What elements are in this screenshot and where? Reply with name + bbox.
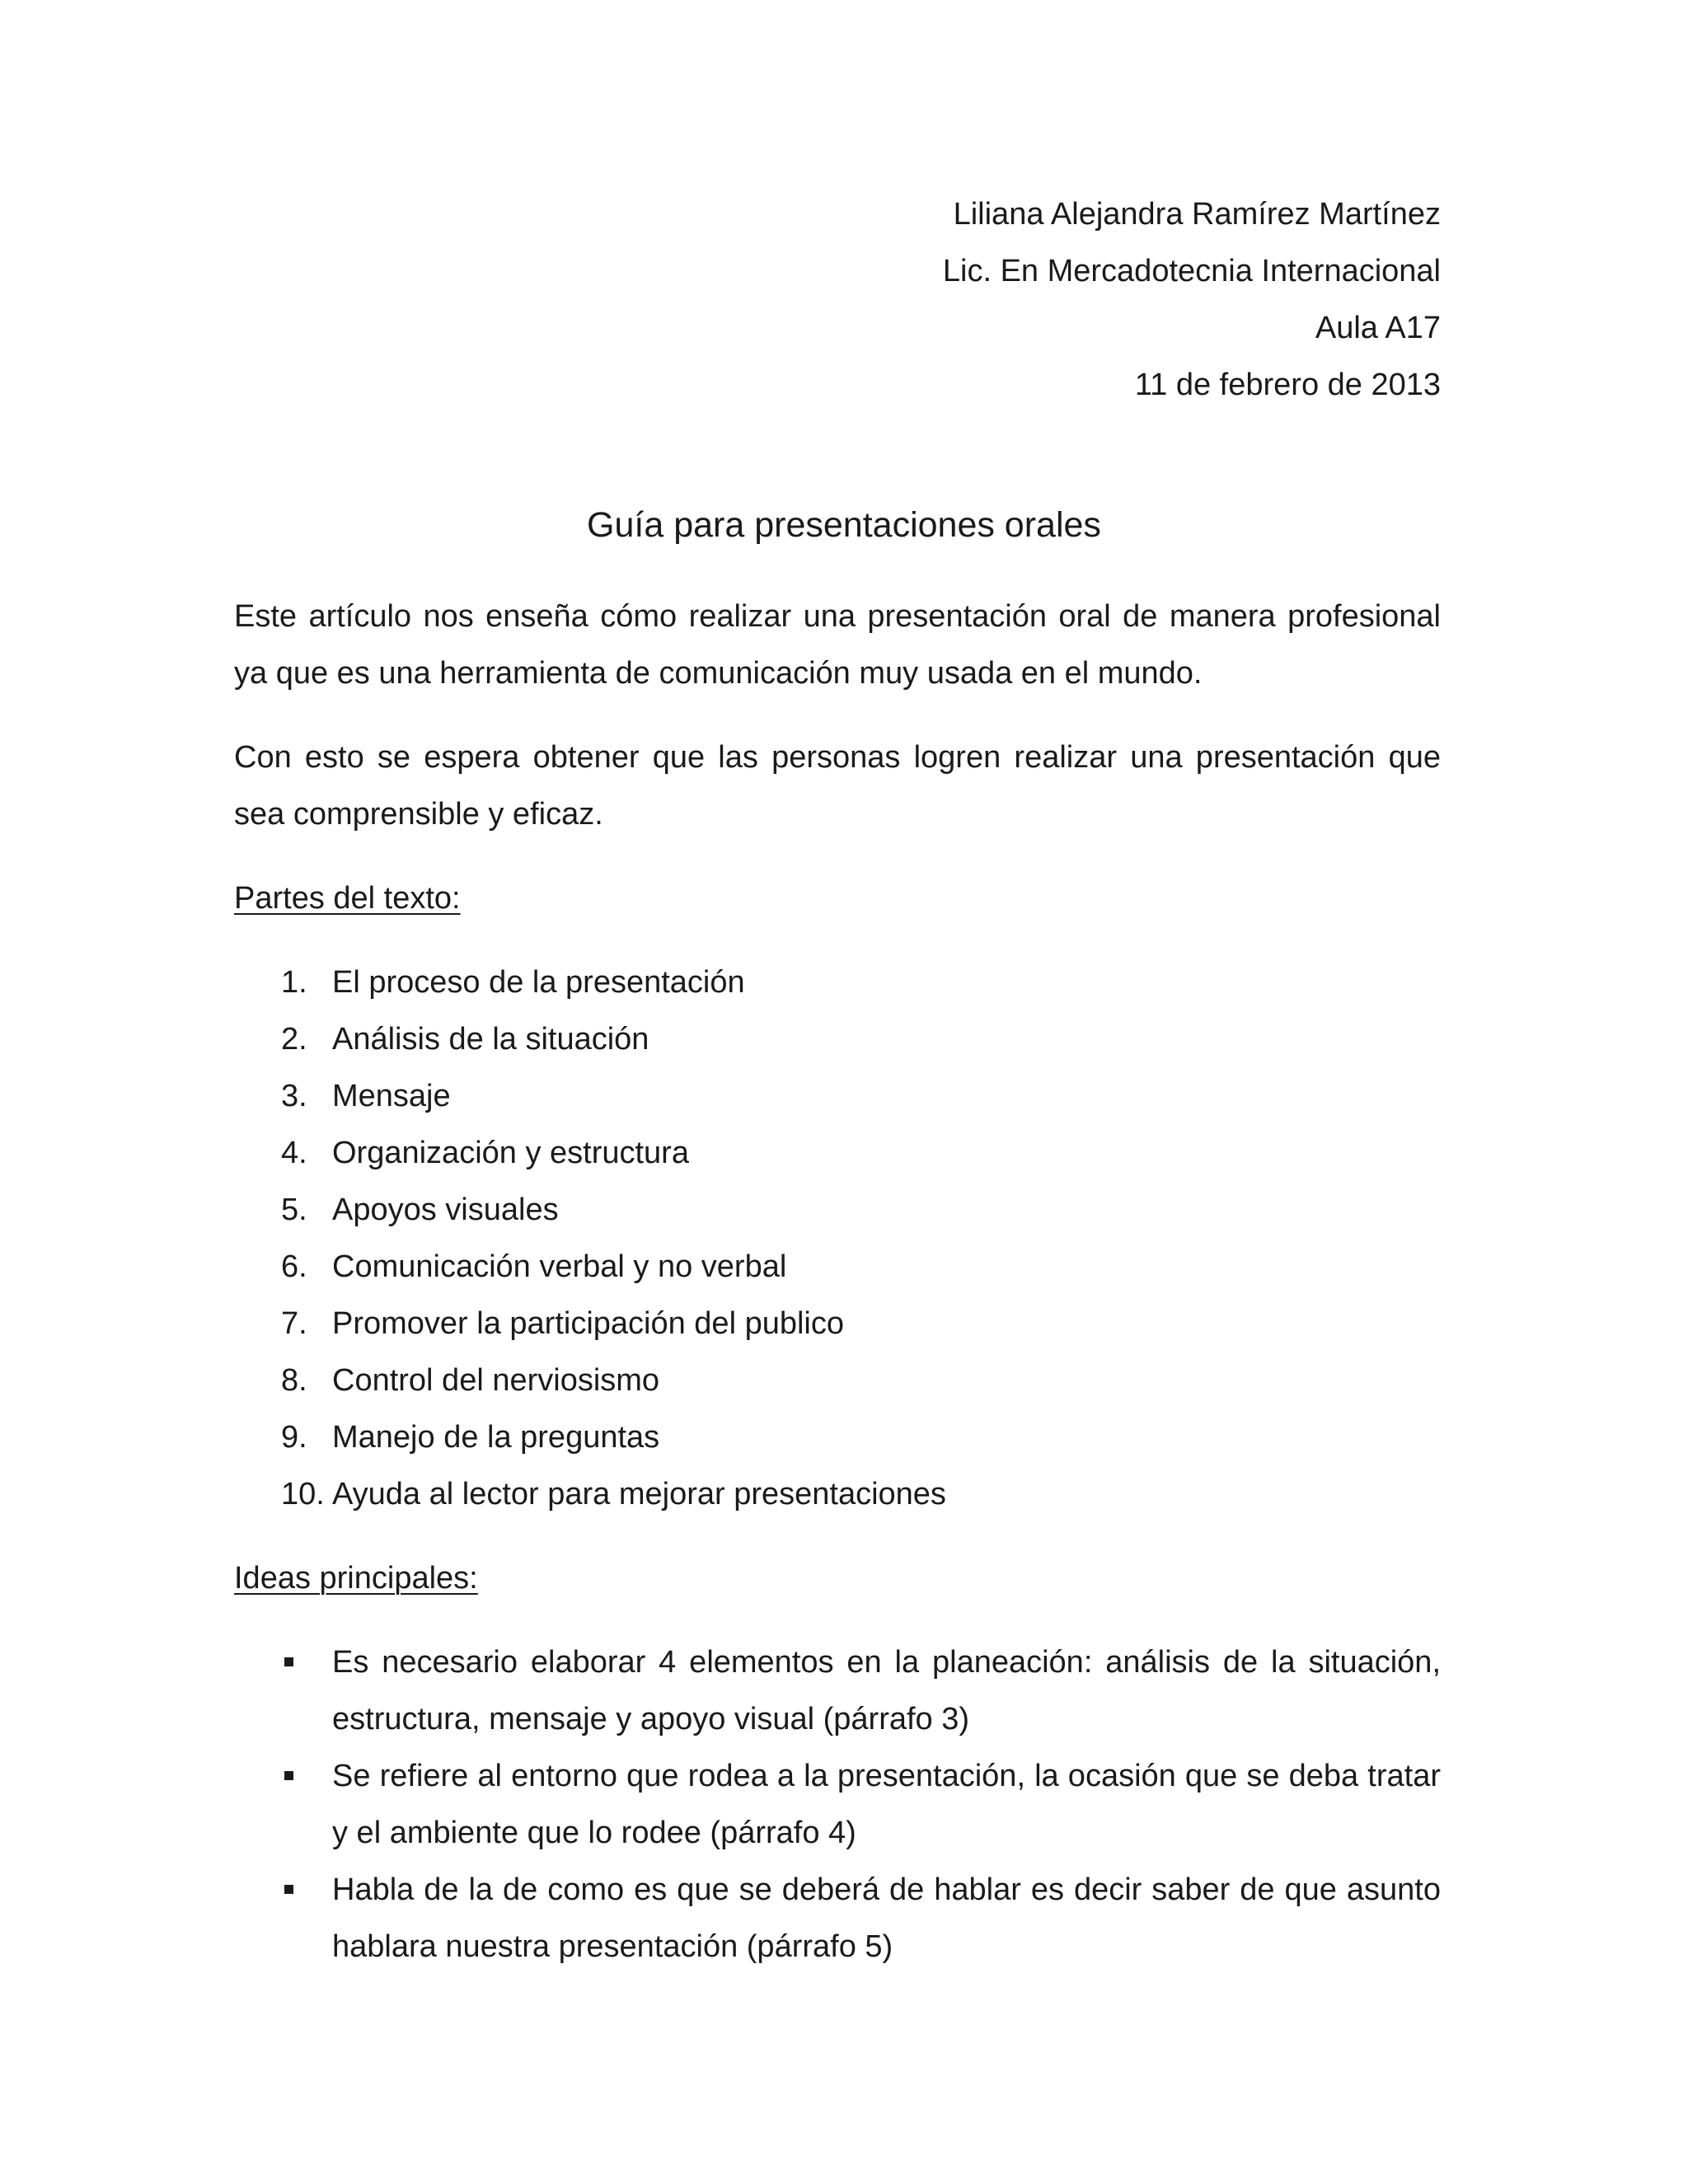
list-item	[234, 1748, 1441, 1862]
author-header	[943, 186, 1441, 414]
list-item-text: El proceso de la presentación	[332, 965, 745, 1000]
list-item-text: Manejo de la preguntas	[332, 1420, 660, 1455]
classroom: Aula A17	[1315, 311, 1441, 345]
ideas-list	[234, 1634, 1441, 1975]
list-item-text: Habla de la de como es que se deberá de hablar es decir saber de que asunto hablara nuestra presentación (párrafo 5)	[332, 1872, 1441, 1964]
list-item-text: Control del nerviosismo	[332, 1363, 660, 1398]
list-item	[234, 1634, 1441, 1748]
list-item-text: Apoyos visuales	[332, 1193, 559, 1227]
list-item-text: Organización y estructura	[332, 1136, 689, 1170]
list-item-text: Mensaje	[332, 1079, 451, 1113]
list-item	[234, 1352, 1441, 1409]
list-item-text: Ayuda al lector para mejorar presentaciones	[332, 1477, 946, 1511]
list-item	[234, 1409, 1441, 1466]
list-item-text: Promover la participación del publico	[332, 1306, 844, 1341]
list-number: 5.	[281, 1193, 307, 1227]
list-number: 8.	[281, 1363, 307, 1398]
program-name: Lic. En Mercadotecnia Internacional	[942, 254, 1441, 288]
document-body	[234, 588, 1441, 1975]
list-number: 9.	[281, 1420, 307, 1455]
list-item	[234, 1068, 1441, 1125]
list-item	[234, 1296, 1441, 1352]
intro-paragraph: Con esto se espera obtener que las personas logren realizar una presentación que sea comprensible y eficaz.	[234, 740, 1441, 832]
list-number: 3.	[281, 1079, 307, 1113]
list-number: 7.	[281, 1306, 307, 1341]
square-bullet-icon	[284, 1771, 293, 1780]
parts-list	[234, 954, 1441, 1523]
list-item	[234, 1466, 1441, 1523]
list-item-text: Es necesario elaborar 4 elementos en la planeación: análisis de la situación, estructura, mensaje y apoyo visual (párrafo 3)	[332, 1645, 1441, 1736]
ideas-heading: Ideas principales:	[234, 1561, 478, 1596]
list-item-text: Comunicación verbal y no verbal	[332, 1249, 787, 1284]
list-number: 2.	[281, 1022, 307, 1057]
author-name: Liliana Alejandra Ramírez Martínez	[953, 197, 1441, 232]
list-item	[234, 1125, 1441, 1182]
square-bullet-icon	[284, 1657, 293, 1666]
list-number: 1.	[281, 965, 307, 1000]
list-number: 4.	[281, 1136, 307, 1170]
list-item	[234, 1011, 1441, 1068]
intro-paragraph: Este artículo nos enseña cómo realizar una presentación oral de manera profesional ya que es una herramienta de comunicación muy usada en el mundo.	[234, 599, 1441, 691]
square-bullet-icon	[284, 1885, 293, 1894]
parts-heading: Partes del texto:	[234, 881, 461, 916]
list-item-text: Análisis de la situación	[332, 1022, 649, 1057]
document-title: Guía para presentaciones orales	[587, 505, 1101, 545]
list-number: 6.	[281, 1249, 307, 1284]
document-date: 11 de febrero de 2013	[1134, 368, 1441, 402]
list-number: 10.	[281, 1477, 325, 1511]
list-item	[234, 1182, 1441, 1239]
list-item	[234, 954, 1441, 1011]
list-item-text: Se refiere al entorno que rodea a la presentación, la ocasión que se deba tratar y el ambiente que lo rodee (párrafo 4)	[332, 1759, 1441, 1850]
list-item	[234, 1239, 1441, 1296]
list-item	[234, 1862, 1441, 1975]
